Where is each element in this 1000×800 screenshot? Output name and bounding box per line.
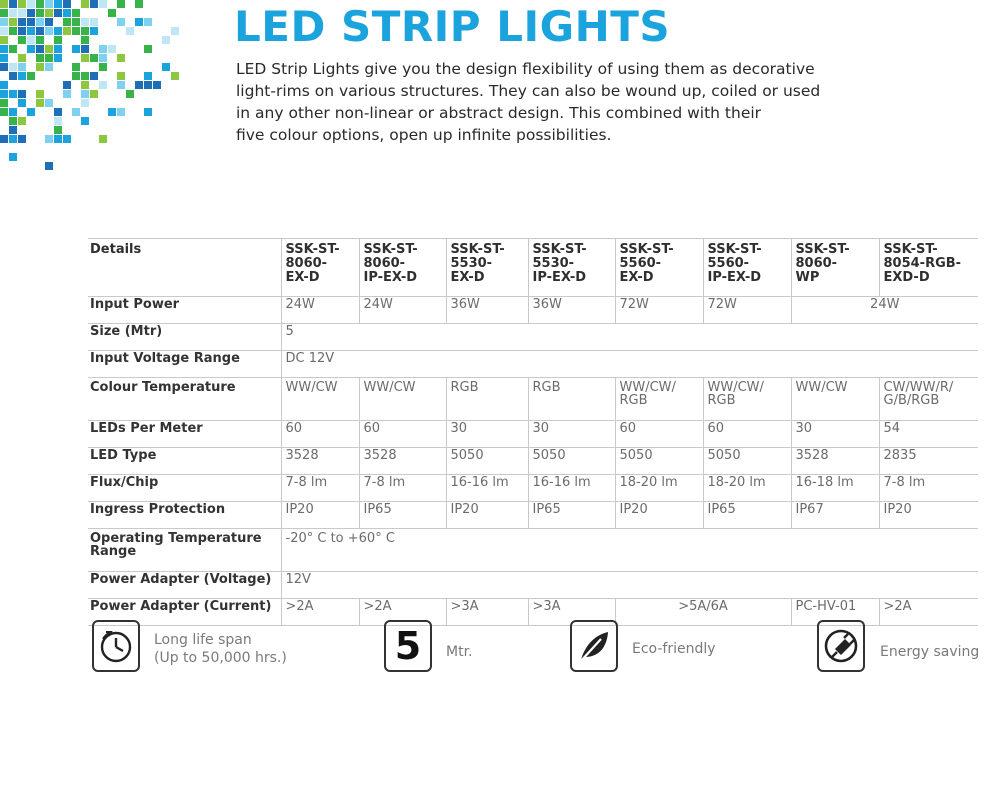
- table-cell: 24W: [791, 297, 978, 324]
- feature-label: [632, 640, 716, 658]
- mosaic-tile: [45, 27, 53, 35]
- mosaic-tile: [108, 108, 116, 116]
- page-title: LED STRIP LIGHTS: [234, 2, 671, 51]
- model-part: SSK-ST-: [795, 242, 850, 257]
- mosaic-tile: [90, 54, 98, 62]
- mosaic-tile: [81, 81, 89, 89]
- table-cell: 60: [281, 421, 359, 448]
- mosaic-tile: [81, 36, 89, 44]
- table-cell: 30: [528, 421, 615, 448]
- table-cell: 5: [281, 324, 978, 351]
- mosaic-tile: [9, 108, 17, 116]
- intro-line: in any other non-linear or abstract design. This combined with their: [236, 104, 762, 122]
- table-cell: 3528: [791, 448, 879, 475]
- mosaic-tile: [144, 18, 152, 26]
- mosaic-tile: [108, 9, 116, 17]
- table-cell: 7-8 lm: [879, 475, 978, 502]
- table-row: [88, 421, 978, 448]
- cell-line: RGB: [450, 380, 479, 395]
- row-label: Colour Temperature: [88, 378, 281, 421]
- mosaic-tile: [54, 54, 62, 62]
- table-cell: 60: [359, 421, 446, 448]
- mosaic-tile: [117, 0, 125, 8]
- row-label: Power Adapter (Current): [88, 599, 281, 626]
- mosaic-tile: [72, 108, 80, 116]
- table-cell: IP20: [281, 502, 359, 529]
- feature-label: [880, 643, 979, 661]
- mosaic-tile: [45, 135, 53, 143]
- mosaic-tile: [36, 27, 44, 35]
- mosaic-tile: [117, 18, 125, 26]
- model-part: IP-EX-D: [532, 270, 587, 285]
- table-row: [88, 297, 978, 324]
- mosaic-tile: [81, 0, 89, 8]
- table-cell: >2A: [281, 599, 359, 626]
- model-part: EX-D: [450, 270, 485, 285]
- mosaic-tile: [45, 0, 53, 8]
- mosaic-tile: [18, 36, 26, 44]
- table-cell: [359, 378, 446, 421]
- mosaic-tile: [18, 54, 26, 62]
- model-part: IP-EX-D: [363, 270, 418, 285]
- size-number: 5: [394, 624, 422, 668]
- spec-table: [88, 238, 978, 626]
- table-cell: [446, 378, 528, 421]
- mosaic-tile: [63, 90, 71, 98]
- mosaic-tile: [0, 63, 8, 71]
- mosaic-tile: [36, 90, 44, 98]
- table-cell: DC 12V: [281, 351, 978, 378]
- table-cell: 30: [446, 421, 528, 448]
- table-cell: >3A: [528, 599, 615, 626]
- mosaic-tile: [117, 81, 125, 89]
- model-part: 5530-: [450, 256, 493, 271]
- table-cell: [281, 378, 359, 421]
- mosaic-tile: [81, 18, 89, 26]
- table-cell: 60: [703, 421, 791, 448]
- table-cell: 5050: [615, 448, 703, 475]
- cell-line: WW/CW: [285, 380, 338, 395]
- mosaic-tile: [9, 0, 17, 8]
- mosaic-tile: [81, 72, 89, 80]
- power-plug-icon: [817, 620, 865, 672]
- mosaic-tile: [27, 27, 35, 35]
- mosaic-tile: [99, 54, 107, 62]
- mosaic-tile: [27, 36, 35, 44]
- mosaic-tile: [9, 63, 17, 71]
- mosaic-tile: [90, 18, 98, 26]
- mosaic-tile: [36, 9, 44, 17]
- mosaic-tile: [135, 0, 143, 8]
- model-header: [281, 239, 359, 297]
- intro-line: five colour options, open up infinite possibilities.: [236, 126, 612, 144]
- model-header: [791, 239, 879, 297]
- model-header: [359, 239, 446, 297]
- mosaic-tile: [162, 63, 170, 71]
- row-label: LEDs Per Meter: [88, 421, 281, 448]
- feature-icons-row: [0, 620, 1000, 690]
- table-header-row: [88, 239, 978, 297]
- cell-line: WW/CW: [363, 380, 416, 395]
- mosaic-tile: [54, 36, 62, 44]
- mosaic-tile: [27, 108, 35, 116]
- feature-line: Mtr.: [446, 644, 473, 660]
- mosaic-tile: [36, 45, 44, 53]
- mosaic-tile: [99, 45, 107, 53]
- mosaic-tile: [45, 63, 53, 71]
- table-cell: IP67: [791, 502, 879, 529]
- model-part: 8060-: [795, 256, 838, 271]
- table-row: [88, 324, 978, 351]
- mosaic-tile: [36, 54, 44, 62]
- mosaic-tile: [81, 117, 89, 125]
- model-part: EX-D: [285, 270, 320, 285]
- table-cell: 24W: [359, 297, 446, 324]
- mosaic-tile: [72, 18, 80, 26]
- model-part: 8060-: [363, 256, 406, 271]
- mosaic-tile: [54, 0, 62, 8]
- mosaic-tile: [54, 135, 62, 143]
- table-cell: [791, 378, 879, 421]
- row-label: Power Adapter (Voltage): [88, 572, 281, 599]
- model-part: 5530-: [532, 256, 575, 271]
- table-cell: IP65: [528, 502, 615, 529]
- mosaic-tile: [117, 72, 125, 80]
- table-cell: 60: [615, 421, 703, 448]
- table-cell: 16-16 lm: [446, 475, 528, 502]
- table-row: [88, 502, 978, 529]
- row-label: Input Power: [88, 297, 281, 324]
- feature-label: [154, 631, 287, 667]
- model-part: SSK-ST-: [619, 242, 674, 257]
- feature-label: [446, 643, 473, 661]
- mosaic-tile: [54, 126, 62, 134]
- table-cell: 30: [791, 421, 879, 448]
- mosaic-tile: [72, 72, 80, 80]
- model-part: 8054-RGB-: [883, 256, 962, 271]
- mosaic-tile: [45, 99, 53, 107]
- details-header: Details: [88, 239, 281, 297]
- table-cell: >2A: [359, 599, 446, 626]
- mosaic-tile: [81, 27, 89, 35]
- model-part: SSK-ST-: [363, 242, 418, 257]
- model-part: SSK-ST-: [450, 242, 505, 257]
- mosaic-tile: [18, 135, 26, 143]
- table-cell: -20° C to +60° C: [281, 529, 978, 572]
- mosaic-tile: [18, 99, 26, 107]
- table-cell: >3A: [446, 599, 528, 626]
- mosaic-tile: [63, 27, 71, 35]
- table-cell: 3528: [359, 448, 446, 475]
- mosaic-tile: [45, 9, 53, 17]
- mosaic-tile: [0, 36, 8, 44]
- clock-icon: [92, 620, 140, 672]
- mosaic-tile: [9, 126, 17, 134]
- mosaic-tile: [72, 27, 80, 35]
- mosaic-tile: [99, 0, 107, 8]
- feature-line: Eco-friendly: [632, 641, 716, 657]
- mosaic-tile: [36, 36, 44, 44]
- label-line: Operating Temperature: [90, 531, 262, 546]
- mosaic-tile: [18, 9, 26, 17]
- table-cell: 7-8 lm: [281, 475, 359, 502]
- table-cell: [615, 378, 703, 421]
- mosaic-tile: [0, 108, 8, 116]
- table-cell: IP20: [615, 502, 703, 529]
- mosaic-tile: [18, 72, 26, 80]
- mosaic-tile: [54, 117, 62, 125]
- mosaic-tile: [81, 45, 89, 53]
- model-part: EXD-D: [883, 270, 930, 285]
- mosaic-tile: [72, 45, 80, 53]
- mosaic-tile: [0, 0, 8, 8]
- mosaic-tile: [63, 0, 71, 8]
- table-cell: 72W: [615, 297, 703, 324]
- table-cell: 36W: [446, 297, 528, 324]
- cell-line: RGB: [707, 393, 736, 408]
- cell-line: CW/WW/R/: [883, 380, 954, 395]
- number-five-icon: [384, 620, 432, 672]
- cell-line: WW/CW: [795, 380, 848, 395]
- model-header: [615, 239, 703, 297]
- table-cell: 2835: [879, 448, 978, 475]
- table-cell: >5A/6A: [615, 599, 791, 626]
- mosaic-tile: [72, 9, 80, 17]
- mosaic-tile: [9, 72, 17, 80]
- cell-line: G/B/RGB: [883, 393, 940, 408]
- mosaic-tile: [45, 18, 53, 26]
- table-cell: PC-HV-01: [791, 599, 879, 626]
- mosaic-tile: [36, 0, 44, 8]
- cell-line: RGB: [532, 380, 561, 395]
- mosaic-tile: [0, 81, 8, 89]
- row-label: [88, 529, 281, 572]
- feature-line: Energy saving: [880, 644, 980, 660]
- mosaic-tile: [144, 45, 152, 53]
- mosaic-tile: [72, 63, 80, 71]
- table-cell: >2A: [879, 599, 978, 626]
- model-part: 8060-: [285, 256, 328, 271]
- mosaic-tile: [99, 81, 107, 89]
- mosaic-tile: [81, 54, 89, 62]
- mosaic-tile: [108, 45, 116, 53]
- table-row: [88, 378, 978, 421]
- mosaic-tile: [63, 18, 71, 26]
- table-cell: 18-20 lm: [615, 475, 703, 502]
- table-cell: [879, 378, 978, 421]
- mosaic-tile: [36, 63, 44, 71]
- table-cell: 72W: [703, 297, 791, 324]
- pixel-mosaic-decoration: [0, 0, 240, 200]
- mosaic-tile: [18, 27, 26, 35]
- model-part: SSK-ST-: [285, 242, 340, 257]
- mosaic-tile: [9, 45, 17, 53]
- mosaic-tile: [81, 99, 89, 107]
- mosaic-tile: [99, 63, 107, 71]
- row-label: Flux/Chip: [88, 475, 281, 502]
- mosaic-tile: [135, 81, 143, 89]
- mosaic-tile: [0, 18, 8, 26]
- model-header: [703, 239, 791, 297]
- mosaic-tile: [45, 162, 53, 170]
- model-header: [879, 239, 978, 297]
- model-part: WP: [795, 270, 820, 285]
- cell-line: WW/CW/: [619, 380, 676, 395]
- mosaic-tile: [18, 63, 26, 71]
- cell-line: WW/CW/: [707, 380, 764, 395]
- row-label: Ingress Protection: [88, 502, 281, 529]
- table-cell: 18-20 lm: [703, 475, 791, 502]
- table-row: [88, 572, 978, 599]
- mosaic-tile: [0, 99, 8, 107]
- mosaic-tile: [45, 45, 53, 53]
- mosaic-tile: [126, 90, 134, 98]
- table-row: [88, 351, 978, 378]
- table-cell: 5050: [703, 448, 791, 475]
- intro-line: LED Strip Lights give you the design flexibility of using them as decorative: [236, 60, 815, 78]
- row-label: Input Voltage Range: [88, 351, 281, 378]
- mosaic-tile: [18, 18, 26, 26]
- table-cell: IP65: [359, 502, 446, 529]
- mosaic-tile: [36, 18, 44, 26]
- mosaic-tile: [54, 45, 62, 53]
- table-cell: IP65: [703, 502, 791, 529]
- table-cell: [703, 378, 791, 421]
- table-cell: 16-16 lm: [528, 475, 615, 502]
- intro-paragraph: [236, 58, 886, 146]
- mosaic-tile: [90, 27, 98, 35]
- model-part: IP-EX-D: [707, 270, 762, 285]
- intro-line: light-rims on various structures. They can also be wound up, coiled or used: [236, 82, 821, 100]
- table-cell: 5050: [446, 448, 528, 475]
- table-cell: IP20: [446, 502, 528, 529]
- model-part: 5560-: [619, 256, 662, 271]
- table-cell: 54: [879, 421, 978, 448]
- mosaic-tile: [90, 90, 98, 98]
- mosaic-tile: [27, 0, 35, 8]
- mosaic-tile: [27, 18, 35, 26]
- mosaic-tile: [0, 27, 8, 35]
- mosaic-tile: [171, 72, 179, 80]
- table-cell: IP20: [879, 502, 978, 529]
- model-part: SSK-ST-: [532, 242, 587, 257]
- mosaic-tile: [54, 108, 62, 116]
- mosaic-tile: [9, 153, 17, 161]
- table-row: [88, 529, 978, 572]
- mosaic-tile: [99, 135, 107, 143]
- mosaic-tile: [126, 27, 134, 35]
- mosaic-tile: [0, 90, 8, 98]
- mosaic-tile: [54, 27, 62, 35]
- mosaic-tile: [9, 27, 17, 35]
- mosaic-tile: [63, 9, 71, 17]
- table-cell: 5050: [528, 448, 615, 475]
- mosaic-tile: [162, 36, 170, 44]
- model-header: [446, 239, 528, 297]
- mosaic-tile: [45, 54, 53, 62]
- mosaic-tile: [0, 45, 8, 53]
- mosaic-tile: [9, 18, 17, 26]
- mosaic-tile: [27, 9, 35, 17]
- label-line: Range: [90, 544, 137, 559]
- mosaic-tile: [18, 117, 26, 125]
- mosaic-tile: [117, 108, 125, 116]
- row-label: LED Type: [88, 448, 281, 475]
- table-cell: 36W: [528, 297, 615, 324]
- table-cell: 24W: [281, 297, 359, 324]
- leaf-icon: [570, 620, 618, 672]
- mosaic-tile: [54, 9, 62, 17]
- mosaic-tile: [27, 72, 35, 80]
- mosaic-tile: [18, 0, 26, 8]
- mosaic-tile: [171, 27, 179, 35]
- mosaic-tile: [117, 54, 125, 62]
- mosaic-tile: [90, 72, 98, 80]
- mosaic-tile: [9, 117, 17, 125]
- model-part: SSK-ST-: [883, 242, 938, 257]
- mosaic-tile: [63, 81, 71, 89]
- mosaic-tile: [0, 135, 8, 143]
- mosaic-tile: [0, 9, 8, 17]
- mosaic-tile: [18, 90, 26, 98]
- mosaic-tile: [9, 90, 17, 98]
- mosaic-tile: [144, 108, 152, 116]
- table-cell: 16-18 lm: [791, 475, 879, 502]
- table-cell: 7-8 lm: [359, 475, 446, 502]
- mosaic-tile: [81, 90, 89, 98]
- table-cell: 12V: [281, 572, 978, 599]
- table-cell: 3528: [281, 448, 359, 475]
- model-part: SSK-ST-: [707, 242, 762, 257]
- feature-line: Long life span: [154, 632, 252, 648]
- table-cell: [528, 378, 615, 421]
- mosaic-tile: [144, 81, 152, 89]
- row-label: Size (Mtr): [88, 324, 281, 351]
- feature-line: (Up to 50,000 hrs.): [154, 650, 287, 666]
- mosaic-tile: [144, 72, 152, 80]
- mosaic-tile: [135, 18, 143, 26]
- mosaic-tile: [36, 99, 44, 107]
- model-part: 5560-: [707, 256, 750, 271]
- model-part: EX-D: [619, 270, 654, 285]
- table-row: [88, 448, 978, 475]
- mosaic-tile: [9, 9, 17, 17]
- mosaic-tile: [153, 81, 161, 89]
- mosaic-tile: [63, 135, 71, 143]
- table-row: [88, 475, 978, 502]
- mosaic-tile: [9, 135, 17, 143]
- cell-line: RGB: [619, 393, 648, 408]
- mosaic-tile: [90, 0, 98, 8]
- model-header: [528, 239, 615, 297]
- mosaic-tile: [0, 54, 8, 62]
- mosaic-tile: [27, 45, 35, 53]
